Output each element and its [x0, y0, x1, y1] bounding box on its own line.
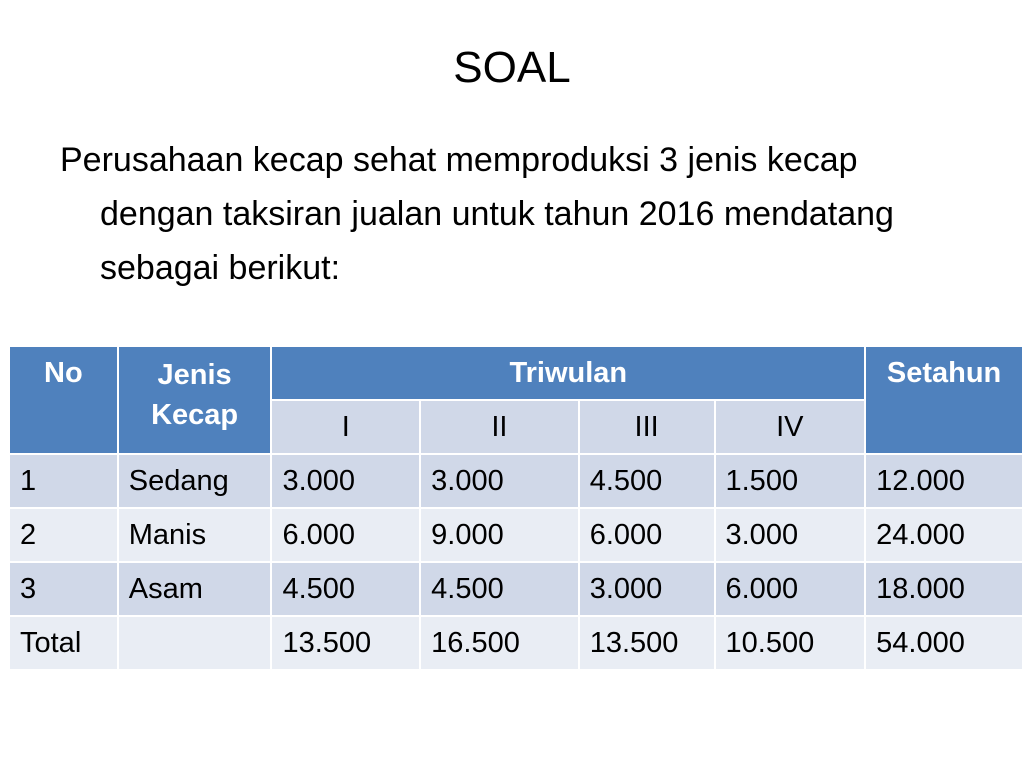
cell-q1: 3.000	[271, 454, 420, 508]
cell-q4: 10.500	[715, 616, 866, 670]
cell-q1: 6.000	[271, 508, 420, 562]
cell-jenis: Manis	[118, 508, 272, 562]
cell-q4: 6.000	[715, 562, 866, 616]
cell-q4: 3.000	[715, 508, 866, 562]
header-triwulan: Triwulan	[271, 346, 865, 400]
cell-q1: 13.500	[271, 616, 420, 670]
cell-q3: 6.000	[579, 508, 715, 562]
cell-no: 2	[9, 508, 118, 562]
cell-jenis: Sedang	[118, 454, 272, 508]
header-quarter-4: IV	[715, 400, 866, 454]
cell-jenis	[118, 616, 272, 670]
cell-setahun: 12.000	[865, 454, 1023, 508]
table-row	[9, 562, 1023, 616]
problem-statement: Perusahaan kecap sehat memproduksi 3 jenis kecap dengan taksiran jualan untuk tahun 2016 mendatang sebagai berikut:	[60, 141, 894, 287]
cell-q4: 1.500	[715, 454, 866, 508]
table-body	[9, 454, 1023, 670]
table-header	[9, 346, 1023, 454]
cell-setahun: 24.000	[865, 508, 1023, 562]
sales-table	[8, 345, 1024, 671]
header-no: No	[9, 346, 118, 454]
cell-q3: 3.000	[579, 562, 715, 616]
cell-setahun: 18.000	[865, 562, 1023, 616]
cell-no: 1	[9, 454, 118, 508]
cell-q1: 4.500	[271, 562, 420, 616]
header-quarter-3: III	[579, 400, 715, 454]
cell-q2: 9.000	[420, 508, 579, 562]
header-quarter-1: I	[271, 400, 420, 454]
header-setahun: Setahun	[865, 346, 1023, 454]
cell-jenis: Asam	[118, 562, 272, 616]
cell-q3: 13.500	[579, 616, 715, 670]
cell-q2: 16.500	[420, 616, 579, 670]
cell-setahun: 54.000	[865, 616, 1023, 670]
cell-q2: 3.000	[420, 454, 579, 508]
slide-title: SOAL	[453, 43, 571, 92]
table-row-total	[9, 616, 1023, 670]
cell-no: Total	[9, 616, 118, 670]
table-row	[9, 454, 1023, 508]
header-jenis-kecap: Jenis Kecap	[118, 346, 272, 454]
header-quarter-2: II	[420, 400, 579, 454]
cell-q2: 4.500	[420, 562, 579, 616]
cell-q3: 4.500	[579, 454, 715, 508]
cell-no: 3	[9, 562, 118, 616]
table-row	[9, 508, 1023, 562]
